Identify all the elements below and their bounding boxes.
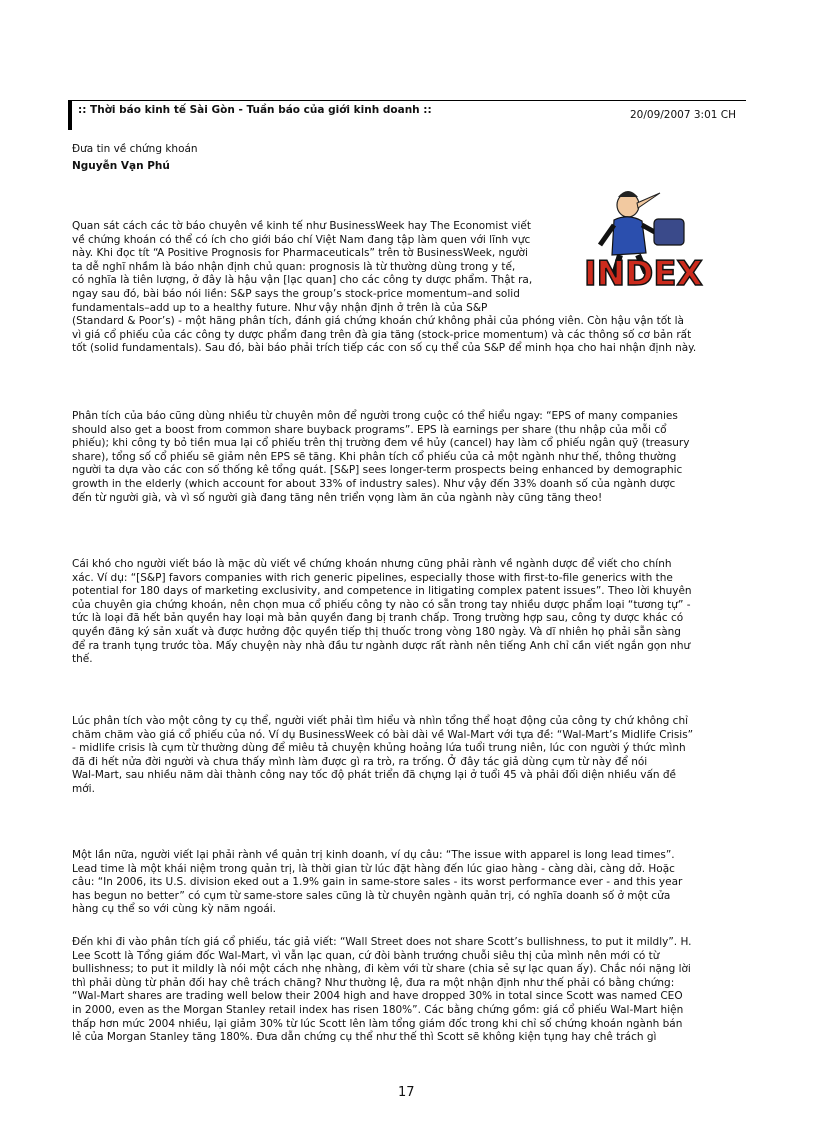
text-line: của chuyên gia chứng khoán, nên chọn mua cổ phiếu công ty nào có sẵn trong tay nhiều dược phẩm loại “tương tự” -	[72, 598, 691, 611]
text-line: ta dễ nghĩ nhầm là báo nhận định chủ quan: prognosis là từ thường dùng trong y tế,	[72, 260, 516, 273]
text-line: Quan sát cách các tờ báo chuyên về kinh tế như BusinessWeek hay The Economist viết	[72, 220, 531, 232]
paragraph-2	[72, 410, 744, 505]
text-line: Một lần nữa, người viết lại phải rành về quản trị kinh doanh, ví dụ câu: “The issue with apparel is long lead times”.	[72, 849, 675, 861]
text-line: tức là loại đã hết bản quyền hay loại mà bản quyền đang bị tranh chấp. Trong trường hợp sau, công ty dược khác có	[72, 612, 684, 625]
text-line: fundamentals–add up to a healthy future. Như vậy nhận định ở trên là của S&P	[72, 301, 488, 314]
paragraph-3	[72, 558, 744, 667]
text-line: chăm chăm vào giá cổ phiếu của nó. Ví dụ BusinessWeek có bài dài về Wal-Mart với tựa đề: “Wal-Mart’s Midlife Crisis”	[72, 728, 694, 741]
text-line: đã đi hết nửa đời người và chưa thấy mình làm được gì ra trò, ra trống. Ở đây tác giả dùng cụm từ này để nói	[72, 755, 648, 768]
text-line: xác. Ví dụ: “[S&P] favors companies with rich generic pipelines, especially those with first-to-file generics with the	[72, 571, 673, 584]
text-line: hàng cụ thể so với cùng kỳ năm ngoái.	[72, 903, 277, 916]
text-line: ngay sau đó, bài báo nói liền: S&P says the group’s stock-price momentum–and solid	[72, 287, 520, 300]
article-category: Đưa tin về chứng khoán	[72, 143, 198, 155]
index-lettering: INDEX	[584, 254, 703, 294]
text-line: câu: “In 2006, its U.S. division eked out a 1.9% gain in same-store sales - its worst performance ever - and this year	[72, 876, 683, 889]
text-line: vì giá cổ phiếu của các công ty dược phẩm đang trên đà gia tăng (stock-price momentum) và các thông số cơ bản rất	[72, 328, 692, 341]
paragraph-6	[72, 936, 744, 1045]
text-line: phiếu); khi công ty bỏ tiền mua lại cổ phiếu trên thị trường đem về hủy (cancel) hay làm cổ phiếu ngân quỹ (treasury	[72, 437, 690, 450]
text-line: thì phải dùng từ phản đối hay chê trách chăng? Như thường lệ, đưa ra một nhận định như thế phải có bằng chứng:	[72, 976, 675, 989]
publication-title: :: Thời báo kinh tế Sài Gòn - Tuần báo của giới kinh doanh ::	[78, 104, 432, 116]
header-rule	[68, 100, 746, 101]
text-line: Lead time là một khái niệm trong quản trị, là thời gian từ lúc đặt hàng đến lúc giao hàng - càng dài, càng dở. Hoặc	[72, 862, 675, 875]
text-line: Lúc phân tích vào một công ty cụ thể, người viết phải tìm hiểu và nhìn tổng thể hoạt động của công ty chứ không chỉ	[72, 715, 689, 727]
article-author: Nguyễn Vạn Phú	[72, 160, 170, 172]
text-line: growth in the elderly (which account for about 33% of industry sales). Như vậy đến 33% doanh số của ngành dược	[72, 477, 676, 490]
text-line: mới.	[72, 782, 95, 795]
text-line: (Standard & Poor’s) - một hãng phân tích, đánh giá chứng khoán chứ không phải của phóng viên. Còn hậu vận tốt là	[72, 315, 684, 328]
text-line: người ta dựa vào các con số thống kê tổng quát. [S&P] sees longer-term prospects being enhanced by demographic	[72, 464, 683, 477]
text-line: bullishness; to put it mildly là nói một cách nhẹ nhàng, đi kèm với từ share (chia sẻ sự lạc quan ấy). Chắc nói nặng lời	[72, 963, 691, 976]
paragraph-5	[72, 849, 744, 917]
text-line: “Wal-Mart shares are trading well below their 2004 high and have dropped 30% in total since Scott was named CEO	[72, 990, 683, 1003]
text-line: Lee Scott là Tổng giám đốc Wal-Mart, vì vẫn lạc quan, cứ đòi bành trướng chuỗi siêu thị của mình nên mới có từ	[72, 949, 660, 962]
text-line: Wal-Mart, sau nhiều năm dài thành công nay tốc độ phát triển đã chựng lại ở tuổi 45 và phải đối diện nhiều vấn đề	[72, 769, 676, 782]
text-line: Đến khi đi vào phân tích giá cổ phiếu, tác giả viết: “Wall Street does not share Scott’s bullishness, to put it mildly”. H.	[72, 936, 692, 948]
text-line: share), tổng số cổ phiếu sẽ giảm nên EPS sẽ tăng. Khi phân tích cổ phiếu của cả một ngành như thế, thông thường	[72, 450, 677, 463]
text-line: có nghĩa là tiên lượng, ở đây là hậu vận [lạc quan] cho các công ty dược phẩm. Thật ra,	[72, 274, 533, 287]
text-line: Phân tích của báo cũng dùng nhiều từ chuyên môn để người trong cuộc có thể hiểu ngay: “EPS of many companies	[72, 410, 678, 422]
publish-date: 20/09/2007 3:01 CH	[630, 109, 736, 121]
text-line: đến từ người già, và vì số người già đang tăng nên triển vọng làm ăn của ngành này cũng tăng theo!	[72, 491, 603, 504]
text-line: in 2000, even as the Morgan Stanley retail index has risen 180%”. Các bằng chứng gồm: giá cổ phiếu Wal-Mart hiện	[72, 1003, 684, 1016]
text-line: potential for 180 days of marketing exclusivity, and competence in litigating complex patent issues”. Theo lời khuyên	[72, 585, 692, 598]
text-line: về chứng khoán có thể có ích cho giới báo chí Việt Nam đang tập làm quen với lĩnh vực	[72, 233, 531, 246]
text-line: - midlife crisis là cụm từ thường dùng để miêu tả chuyện khủng hoảng lứa tuổi trung niên, lúc con người ý thức mình	[72, 742, 686, 755]
text-line: should also get a boost from common share buyback programs”. EPS là earnings per share (thu nhập của mỗi cổ	[72, 423, 667, 436]
text-line: này. Khi đọc tít “A Positive Prognosis for Pharmaceuticals” trên tờ BusinessWeek, người	[72, 247, 528, 260]
header-left-bar	[68, 100, 72, 130]
text-line: thế.	[72, 653, 93, 666]
paragraph-4	[72, 715, 744, 797]
text-line: Cái khó cho người viết báo là mặc dù viết về chứng khoán nhưng cũng phải rành về ngành dược để viết cho chính	[72, 558, 672, 570]
text-line: để ra tranh tụng trước tòa. Mấy chuyện này nhà đầu tư ngành dược rất rành nên tiếng Anh chỉ cần viết ngắn gọn như	[72, 639, 691, 652]
text-line: tốt (solid fundamentals). Sau đó, bài báo phải trích tiếp các con số cụ thể của S&P để minh họa cho hai nhận định này.	[72, 342, 697, 355]
page-number: 17	[398, 1085, 415, 1100]
text-line: has begun no better” có cụm từ same-store sales cũng là từ chuyên ngành quản trị, có nghĩa doanh số ở một cửa	[72, 889, 671, 902]
text-line: thấp hơn mức 2004 nhiều, lại giảm 30% từ lúc Scott lên làm tổng giám đốc trong khi chỉ số chứng khoán ngành bán	[72, 1017, 683, 1030]
text-line: lẻ của Morgan Stanley tăng 180%. Đưa dẫn chứng cụ thể như thế thì Scott sẽ không kiện tụng hay chê trách gì	[72, 1031, 657, 1044]
text-line: quyền đăng ký sản xuất và được hưởng độc quyền tiếp thị thuốc trong vòng 180 ngày. Và dĩ nhiên họ phải sẵn sàng	[72, 625, 681, 638]
paragraph-1	[72, 220, 744, 356]
